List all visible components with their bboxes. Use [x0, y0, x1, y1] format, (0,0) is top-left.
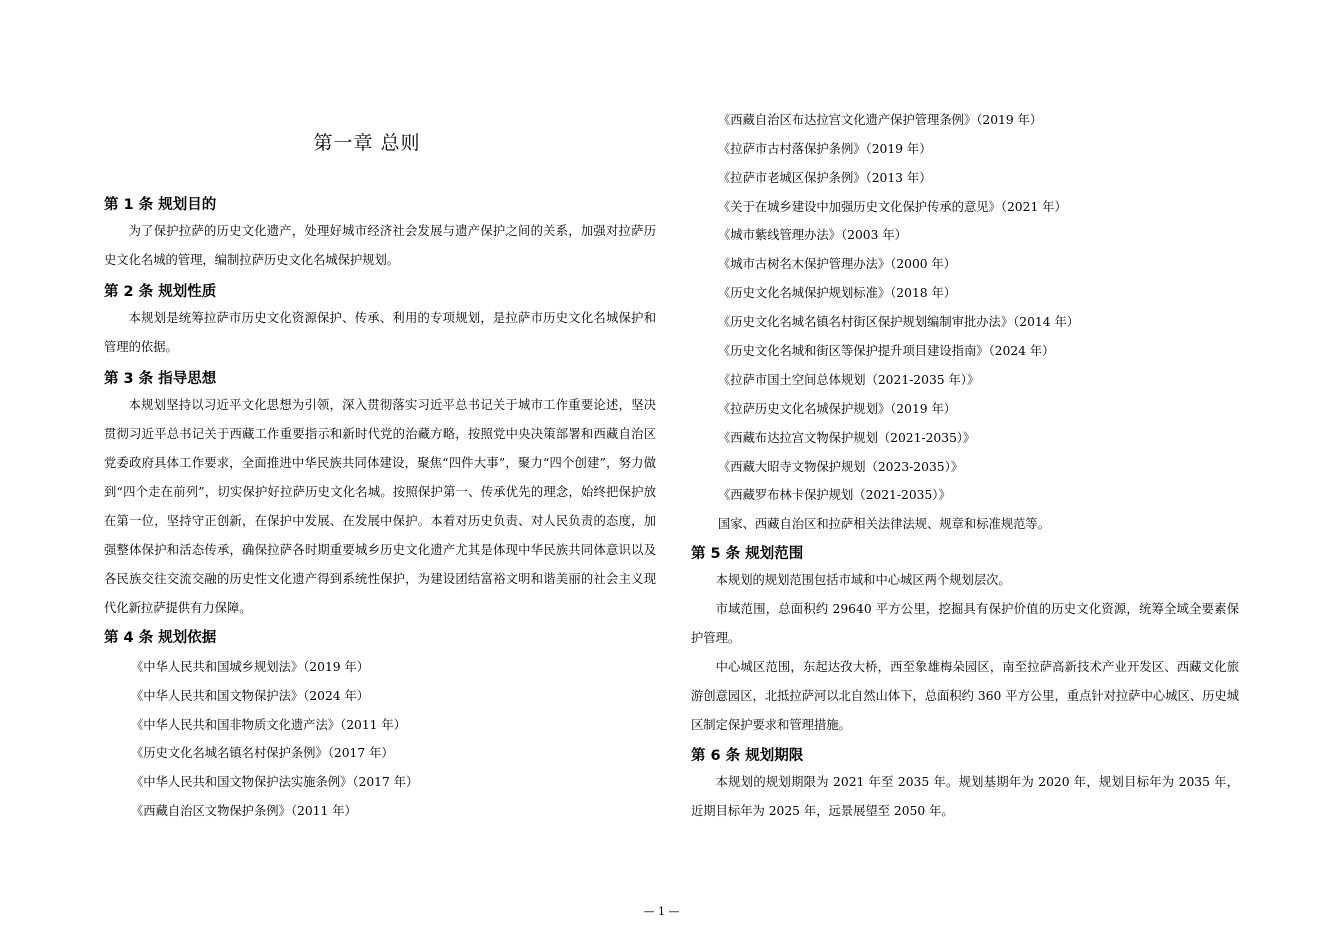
basis-item: 《历史文化名城名镇名村街区保护规划编制审批办法》（2014 年）: [718, 315, 1080, 329]
basis-item: 《拉萨历史文化名城保护规划》（2019 年）: [718, 402, 957, 416]
basis-item: 《中华人民共和国文物保护法实施条例》（2017 年）: [131, 775, 419, 789]
basis-item: 《关于在城乡建设中加强历史文化保护传承的意见》（2021 年）: [718, 200, 1067, 214]
article-5-p3: 中心城区范围，东起达孜大桥，西至象雄梅朵园区，南至拉萨高新技术产业开发区、西藏文化旅游创意园区，北抵拉萨河以北自然山体下，总面积约 360 平方公里，重点针对拉萨中心城区、历史城区制定保护要求和管理措施。: [691, 660, 1239, 732]
basis-item: 《城市古树名木保护管理办法》（2000 年）: [718, 257, 957, 271]
basis-item: 《中华人民共和国文物保护法》（2024 年）: [131, 689, 370, 703]
basis-item: 《西藏自治区布达拉宫文化遗产保护管理条例》（2019 年）: [718, 113, 1043, 127]
article-3-heading: 第 3 条 指导思想: [104, 371, 217, 387]
article-5-heading: 第 5 条 规划范围: [691, 546, 804, 562]
basis-item: 国家、西藏自治区和拉萨相关法律法规、规章和标准规范等。: [718, 517, 1051, 531]
basis-item: 《城市紫线管理办法》（2003 年）: [718, 228, 907, 242]
basis-item: 《拉萨市老城区保护条例》（2013 年）: [718, 171, 932, 185]
article-1-heading: 第 1 条 规划目的: [104, 197, 217, 213]
article-5-p1: 本规划的规划范围包括市域和中心城区两个规划层次。: [715, 573, 1011, 587]
basis-item: 《拉萨市古村落保护条例》（2019 年）: [718, 142, 932, 156]
basis-item: 《西藏自治区文物保护条例》（2011 年）: [131, 804, 357, 818]
basis-item: 《拉萨市国土空间总体规划（2021-2035 年）》: [718, 373, 980, 387]
basis-item: 《中华人民共和国非物质文化遗产法》（2011 年）: [131, 718, 406, 732]
basis-item: 《中华人民共和国城乡规划法》（2019 年）: [131, 660, 370, 674]
article-6-heading: 第 6 条 规划期限: [691, 748, 804, 764]
basis-item: 《历史文化名城名镇名村保护条例》（2017 年）: [131, 746, 394, 760]
page-number: — 1 —: [643, 905, 680, 918]
article-2-body: 本规划是统筹拉萨市历史文化资源保护、传承、利用的专项规划，是拉萨市历史文化名城保护和管理的依据。: [104, 311, 656, 354]
article-2-heading: 第 2 条 规划性质: [104, 284, 217, 300]
article-1-body: 为了保护拉萨的历史文化遗产，处理好城市经济社会发展与遗产保护之间的关系，加强对拉萨历史文化名城的管理，编制拉萨历史文化名城保护规划。: [104, 224, 656, 267]
basis-item: 《西藏布达拉宫文物保护规划（2021-2035）》: [718, 431, 976, 445]
basis-item: 《历史文化名城保护规划标准》（2018 年）: [718, 286, 957, 300]
basis-item: 《西藏罗布林卡保护规划（2021-2035）》: [718, 488, 951, 502]
basis-item: 《历史文化名城和街区等保护提升项目建设指南》（2024 年）: [718, 344, 1055, 358]
basis-item: 《西藏大昭寺文物保护规划（2023-2035）》: [718, 460, 964, 474]
article-5-p2: 市域范围，总面积约 29640 平方公里，挖掘具有保护价值的历史文化资源，统筹全域全要素保护管理。: [691, 602, 1239, 645]
chapter-title: 第一章 总则: [313, 132, 421, 154]
article-4-heading: 第 4 条 规划依据: [104, 630, 217, 646]
article-6-body: 本规划的规划期限为 2021 年至 2035 年。规划基期年为 2020 年，规划目标年为 2035 年，近期目标年为 2025 年，远景展望至 2050 年。: [691, 775, 1239, 818]
article-3-body: 本规划坚持以习近平文化思想为引领，深入贯彻落实习近平总书记关于城市工作重要论述，坚决贯彻习近平总书记关于西藏工作重要指示和新时代党的治藏方略，按照党中央决策部署和西藏自治区党委政府具体工作要求，全面推进中华民族共同体建设，聚焦“四件大事”，聚力“四个创建”，努力做到“四个走在前列”，切实保护好拉萨历史文化名城。按照保护第一、传承优先的理念，始终把保护放在第一位，坚持守正创新，在保护中发展、在发展中保护。本着对历史负责、对人民负责的态度，加强整体保护和活态传承，确保拉萨各时期重要城乡历史文化遗产尤其是体现中华民族共同体意识以及各民族交往交流交融的历史性文化遗产得到系统性保护，为建设团结富裕文明和谐美丽的社会主义现代化新拉萨提供有力保障。: [104, 398, 656, 615]
